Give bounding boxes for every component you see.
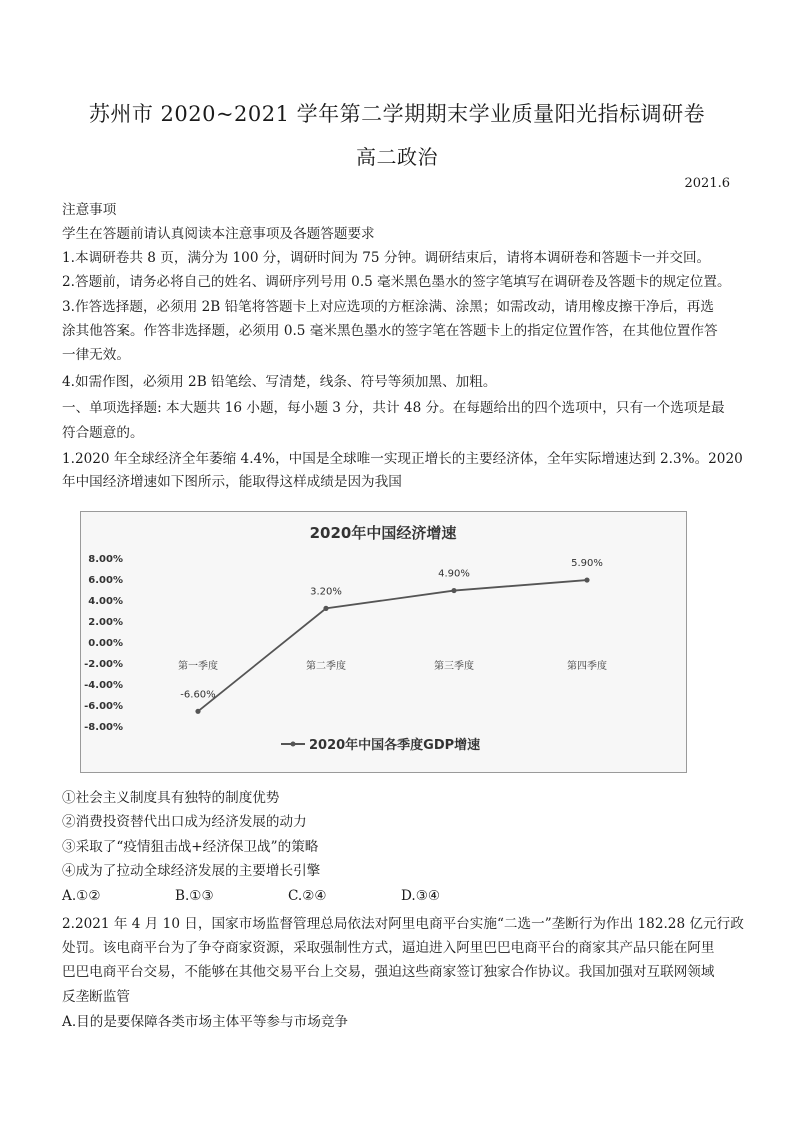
data-point [195,709,200,714]
q2-stem: 2.2021 年 4 月 10 日，国家市场监督管理总局依法对阿里电商平台实施“二选一”垄断行为作出 182.28 亿元行政 [62,916,744,932]
q1-stem-cont: 年中国经济增速如下图所示，能取得这样成绩是因为我国 [62,474,402,490]
notes-heading: 注意事项 [62,202,117,218]
y-tick-label: 2.00% [88,617,123,628]
q1-option-d: D.③④ [401,888,441,904]
y-tick-label: -8.00% [84,722,123,733]
gdp-chart [80,511,687,773]
q1-option-b: B.①③ [175,888,214,904]
q1-stem: 1.2020 年全球经济全年萎缩 4.4%，中国是全球唯一实现正增长的主要经济体，全年实际增速达到 2.3%。2020 [62,451,743,467]
data-label: 3.20% [310,586,342,598]
y-tick-label: -2.00% [84,659,123,670]
q2-option-a: A.目的是要保障各类市场主体平等参与市场竞争 [62,1014,349,1030]
y-tick-label: 0.00% [88,638,123,649]
exam-title: 苏州市 2020~2021 学年第二学期期末学业质量阳光指标调研卷 [88,102,706,126]
q2-stem: 巴巴电商平台交易，不能够在其他交易平台上交易，强迫这些商家签订独家合作协议。我国加强对互联网领域 [62,964,715,980]
data-point [323,606,328,611]
q1-option-c: C.②④ [288,888,327,904]
notes-item: 4.如需作图，必须用 2B 铅笔绘、写清楚，线条、符号等须加黑、加粗。 [62,374,497,390]
q1-statement: ②消费投资替代出口成为经济发展的动力 [62,814,307,830]
data-label: 5.90% [571,558,603,570]
y-tick-label: 4.00% [88,596,123,607]
y-axis [84,554,123,733]
section-heading-cont: 符合题意的。 [62,425,144,441]
q1-statement: ③采取了“疫情狙击战+经济保卫战”的策略 [62,839,319,855]
x-category-label: 第一季度 [178,661,218,672]
data-points [195,577,589,713]
notes-item: 2.答题前，请务必将自己的姓名、调研序列号用 0.5 毫米黑色墨水的签字笔填写在调研卷及答题卡的规定位置。 [62,274,731,290]
data-label: -6.60% [180,689,216,701]
gdp-series-line [198,580,587,711]
y-tick-label: 8.00% [88,554,123,565]
y-tick-label: -6.00% [84,701,123,712]
y-tick-label: 6.00% [88,575,123,586]
notes-item: 3.作答选择题，必须用 2B 铅笔将答题卡上对应选项的方框涂满、涂黑；如需改动，请用橡皮擦干净后，再选 [62,299,714,315]
chart-legend [281,737,480,753]
gdp-chart-svg [81,512,686,772]
q1-options [62,886,514,906]
legend-label: 2020年中国各季度GDP增速 [309,738,481,753]
x-categories [178,659,607,672]
data-labels [180,558,603,700]
q1-option-a: A.①② [62,888,101,904]
data-label: 4.90% [438,568,470,580]
q1-statement: ④成为了拉动全球经济发展的主要增长引擎 [62,863,321,879]
section-heading: 一、单项选择题: 本大题共 16 小题，每小题 3 分，共计 48 分。在每题给出的四个选项中，只有一个选项是最 [62,400,725,416]
data-point [584,577,589,582]
notes-intro: 学生在答题前请认真阅读本注意事项及各题答题要求 [62,226,375,242]
q2-stem: 处罚。该电商平台为了争夺商家资源，采取强制性方式，逼迫进入阿里巴巴电商平台的商家其产品只能在阿里 [62,940,715,956]
notes-item: 1.本调研卷共 8 页，满分为 100 分，调研时间为 75 分钟。调研结束后，请将本调研卷和答题卡一并交回。 [62,250,711,266]
exam-subtitle: 高二政治 [356,145,438,169]
x-category-label: 第三季度 [434,661,474,672]
chart-title: 2020年中国经济增速 [309,524,457,542]
x-category-label: 第四季度 [567,661,607,672]
q1-statement: ①社会主义制度具有独特的制度优势 [62,790,280,806]
q2-stem: 反垄断监管 [62,989,130,1005]
data-point [451,588,456,593]
notes-item: 涂其他答案。作答非选择题，必须用 0.5 毫米黑色墨水的签字笔在答题卡上的指定位置作答，在其他位置作答 [62,323,718,339]
y-tick-label: -4.00% [84,680,123,691]
notes-item: 一律无效。 [62,347,130,363]
exam-date: 2021.6 [684,176,730,191]
x-category-label: 第二季度 [306,661,346,672]
legend-marker [291,742,296,747]
